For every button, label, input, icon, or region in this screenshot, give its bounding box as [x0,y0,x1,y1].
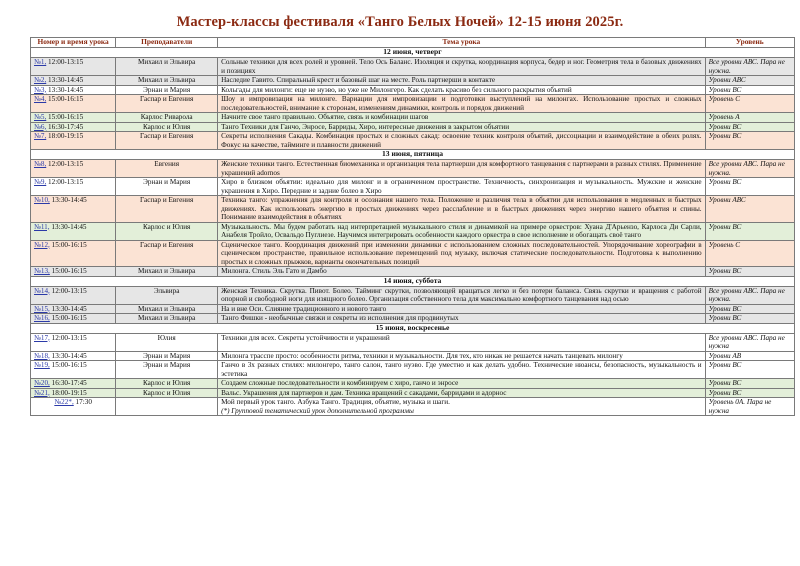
lesson-number-link[interactable]: №2, [34,76,47,84]
header-num: Номер и время урока [31,38,116,48]
topic-cell [218,286,706,304]
teachers-cell: Михаил и Эльвира [116,58,218,76]
teachers-cell: Гаспар и Евгения [116,196,218,223]
topic-cell [218,196,706,223]
lesson-number-link[interactable]: №21, [34,388,50,397]
teachers-cell: Гаспар и Евгения [116,95,218,113]
lesson-number-cell [31,132,116,150]
lesson-number-link[interactable]: №11, [34,222,50,231]
lesson-number-cell [31,314,116,324]
lesson-time: 12:00-13:15 [46,58,84,66]
lesson-number-link[interactable]: №3, [34,85,47,94]
table-row [31,85,795,95]
table-row [31,222,795,240]
teachers-cell: Гаспар и Евгения [116,132,218,150]
teachers-cell [116,398,218,416]
level-cell: Все уровни АВС. Пара не нужна. [705,286,794,304]
teachers-cell: Юлия [116,333,218,351]
header-topic: Тема урока [218,38,706,48]
lesson-number-link[interactable]: №22*, [54,398,74,406]
lesson-number-cell [31,379,116,389]
lesson-number-link[interactable]: №6, [34,122,47,131]
lesson-time: 18:00-19:15 [49,388,87,397]
lesson-number-link[interactable]: №1, [34,58,47,66]
lesson-number-link[interactable]: №4, [34,95,47,103]
table-row [31,314,795,324]
topic-cell [218,132,706,150]
teachers-cell: Карлос и Юлия [116,222,218,240]
level-cell: Все уровни АВС. Пара не нужна. [705,160,794,178]
header-teachers: Преподаватели [116,38,218,48]
lesson-time: 15:00-16:15 [49,361,87,369]
day-header-row [31,150,795,160]
table-header-row [31,38,795,48]
lesson-number-cell [31,160,116,178]
teachers-cell: Карлос и Юлия [116,379,218,389]
day-header-row [31,276,795,286]
topic-cell [218,95,706,113]
topic-text: Ганчо в 3х разных стилях: милонгеро, танго салон, танго нуэво. Где уместно и как делать удобно. Технические нюансы, безопасность, музыкальность и эстетика [221,361,702,378]
teachers-cell: Михаил и Эльвира [116,76,218,86]
topic-cell [218,122,706,132]
lesson-time: 15:00-16:15 [49,267,87,275]
teachers-cell: Эльвира [116,286,218,304]
lesson-number-cell [31,388,116,398]
topic-cell [218,113,706,123]
lesson-number-link[interactable]: №9, [34,178,47,186]
table-row [31,196,795,223]
topic-cell [218,351,706,361]
table-row [31,304,795,314]
level-cell: Уровни ВС [705,304,794,314]
topic-text: Мой первый урок танго. Азбука Танго. Традиция, объятие, музыка и шаги. [221,398,450,406]
topic-cell [218,178,706,196]
lesson-time: 13:30-14:45 [46,76,84,84]
lesson-number-link[interactable]: №7, [34,132,47,140]
table-row [31,286,795,304]
lesson-number-cell [31,196,116,223]
teachers-cell: Михаил и Эльвира [116,304,218,314]
page-title: Мастер-классы фестиваля «Танго Белых Ночей» 12-15 июня 2025г. [176,14,624,30]
lesson-time: 12:00-13:15 [46,178,84,186]
topic-cell [218,240,706,267]
topic-text: Наследие Гавито. Спиральный крест и базовый шаг на месте. Роль партнерши в контакте [221,76,496,84]
topic-cell [218,85,706,95]
topic-text: Женская Техника. Скрутка. Пивот. Болео. Тайминг скрутки, позволяющей вращаться легко и без потери баланса. Связь скрутки и вращения с работой опорной и свободной ноги для изящного болео. Организация собственного тела для максимально комфортного танцевания над осью [221,286,702,303]
teachers-cell: Эрнан и Мария [116,178,218,196]
topic-text: Милонга. Стиль Эль Гато и Дамбо [221,267,327,275]
table-row [31,333,795,351]
level-cell: Уровни ВС [705,132,794,150]
topic-text: На и вне Оси. Слияние традиционного и нового танго [221,304,387,313]
lesson-time: 13:30-14:45 [49,222,87,231]
lesson-number-cell [31,286,116,304]
lesson-time: 12:00-13:15 [46,160,84,168]
table-row [31,388,795,398]
day-label: 14 июня, суббота [31,276,795,286]
level-cell: Уровни АВС [705,76,794,86]
lesson-number-link[interactable]: №13, [34,267,50,275]
table-row [31,132,795,150]
table-row [31,113,795,123]
level-cell: Уровень 0А. Пара не нужна [705,398,794,416]
teachers-cell: Гаспар и Евгения [116,240,218,267]
table-row [31,379,795,389]
lesson-number-cell [31,361,116,379]
level-cell: Уровень А [705,113,794,123]
lesson-number-cell [31,304,116,314]
level-cell: Уровни АВ [705,351,794,361]
topic-text: Вальс. Украшения для партнеров и дам. Техника вращений с сакадами, барридами и адорнос [221,388,507,397]
table-row [31,398,795,416]
level-cell: Уровни ВС [705,314,794,324]
lesson-number-link[interactable]: №18, [34,351,50,360]
lesson-time: 18:00-19:15 [46,132,84,140]
table-row [31,267,795,277]
topic-text: Секреты исполнения Сакады. Комбинация простых и сложных сакад: освоение техник контроля объятий, диссоциации и взаимодействие в обеих ролях. Фокус на качестве, тайминге и плавности движений [221,132,702,149]
lesson-number-cell [31,58,116,76]
table-row [31,76,795,86]
lesson-time: 15:00-16:15 [49,240,87,249]
topic-text: Техники для всех. Секреты устойчивости и украшений [221,333,390,342]
teachers-cell: Карлос и Юлия [116,122,218,132]
topic-footnote: (*) Групповой тематический урок дополнительной программы [221,406,414,415]
table-row [31,122,795,132]
topic-text: Сценическое танго. Координация движений при изменении динамики с использованием сложных последовательностей. Упорядочивание хореографии в сценическом пространстве, правильное использование перемещений под музыку, включая статические последовательности. Подготовка к выполнению простых и сложных прыжков, варианты окончательных позиций [221,240,702,266]
lesson-number-cell [31,267,116,277]
topic-cell [218,76,706,86]
lesson-number-link[interactable]: №20, [34,379,50,387]
teachers-cell: Эрнан и Мария [116,85,218,95]
lesson-number-cell [31,351,116,361]
teachers-cell: Эрнан и Мария [116,351,218,361]
topic-cell [218,398,706,416]
lesson-number-cell [31,76,116,86]
topic-text: Хиро в близком объятии: идеально для милонг и в ограниченном пространстве. Техничность, синхронизация и музыкальность. Мужские и женские украшения в Хиро. Передние и задние болео в Хиро [221,178,702,195]
topic-cell [218,222,706,240]
level-cell: Все уровни АВС. Пара не нужна [705,333,794,351]
topic-text: Танго Фишки - необычные связки и секреты из исполнения для продвинутых [221,314,459,322]
lesson-number-link[interactable]: №16, [34,314,50,322]
topic-cell [218,160,706,178]
day-header-row [31,323,795,333]
level-cell: Уровни ВС [705,122,794,132]
table-row [31,178,795,196]
lesson-number-cell [31,178,116,196]
topic-text: Начните свое танго правильно. Объятие, связь и комбинации шагов [221,113,429,121]
lesson-number-cell [31,240,116,267]
lesson-number-cell [31,113,116,123]
topic-cell [218,304,706,314]
topic-text: Шоу и импровизация на милонге. Вариации для импровизации и подготовки выступлений на милонгах. Использование простых и сложных последовательностей, внимание к сторонам, изменениям динамики, контроль и порядок движений [221,95,702,112]
topic-text: Техника танго: упражнения для контроля и осознания нашего тела. Положение и различия тела в объятии для использования в медленных и быстрых движениях. Как использовать энергию в простых движениях через расслабление и в быстрых движениях через энергию нашего объятия и спины. Понимание взаимодействия в объятиях [221,196,702,221]
topic-text: Музыкальность. Мы будем работать над интерпретацией музыкального стиля и динамикой на примере оркестров: Хуана Д'Арьензо, Карлоса Ди Сарли, Анабеля Тройло, Освальдо Пуглиезе. Научимся интегрировать особенности каждого оркестра в свое исполнение и обогащать своё танго [221,222,702,239]
lesson-number-cell [31,222,116,240]
lesson-time: 15:00-16:15 [46,95,84,103]
topic-cell [218,379,706,389]
teachers-cell: Карлос и Юлия [116,388,218,398]
teachers-cell: Эрнан и Мария [116,361,218,379]
lesson-number-cell [31,95,116,113]
topic-cell [218,314,706,324]
topic-text: Сольные техники для всех ролей и уровней. Тело Ось Баланс. Изоляция и скрутка, координация корпуса, бедер и ног. Геометрия тела в базовых движениях и позициях [221,58,702,75]
topic-cell [218,267,706,277]
topic-cell [218,58,706,76]
topic-cell [218,388,706,398]
table-row [31,361,795,379]
day-header-row [31,48,795,58]
schedule-table [30,37,795,416]
lesson-time: 16:30-17:45 [49,379,87,387]
table-row [31,95,795,113]
lesson-time: 17:30 [73,398,92,406]
lesson-time: 15:00-16:15 [46,113,84,121]
topic-text: Кольгады для милонги: еще не нуэво, но уже не Милонгеро. Как сделать красиво без сильного раскрытия объятий [221,85,572,94]
table-row [31,58,795,76]
level-cell: Уровни АВС [705,196,794,223]
table-row [31,240,795,267]
level-cell: Уровень С [705,95,794,113]
level-cell: Уровень С [705,240,794,267]
level-cell: Уровни ВС [705,388,794,398]
teachers-cell: Карлос Риварола [116,113,218,123]
table-row [31,160,795,178]
level-cell: Уровни ВС [705,361,794,379]
lesson-number-link[interactable]: №17, [34,333,50,342]
topic-text: Женские техники танго. Естественная биомеханика и организация тела партнерши для комфортного танцевания с партнерами в разных стилях. Применение украшений adornos [221,160,702,177]
lesson-number-link[interactable]: №12, [34,240,50,249]
level-cell: Все уровни АВС. Пара не нужна. [705,58,794,76]
lesson-time: 16:30-17:45 [46,122,84,131]
lesson-number-cell [31,333,116,351]
teachers-cell: Евгения [116,160,218,178]
lesson-number-cell [31,398,116,416]
topic-cell [218,361,706,379]
topic-cell [218,333,706,351]
topic-text: Создаем сложные последовательности и комбинируем с хиро, ганчо и энросе [221,379,459,387]
lesson-time: 13:30-14:45 [49,304,87,313]
level-cell: Уровни ВС [705,267,794,277]
level-cell: Уровни ВС [705,222,794,240]
level-cell: Уровни ВС [705,85,794,95]
lesson-number-link[interactable]: №5, [34,113,47,121]
lesson-time: 15:00-16:15 [49,314,87,322]
header-level: Уровень [705,38,794,48]
lesson-number-cell [31,122,116,132]
day-label: 12 июня, четверг [31,48,795,58]
lesson-number-link[interactable]: №15, [34,304,50,313]
lesson-number-link[interactable]: №8, [34,160,47,168]
lesson-time: 13:30-14:45 [46,85,84,94]
teachers-cell: Михаил и Эльвира [116,267,218,277]
day-label: 13 июня, пятница [31,150,795,160]
lesson-time: 12:00-13:15 [49,333,87,342]
lesson-number-cell [31,85,116,95]
topic-text: Милонга трасспе просто: особенности ритма, техники и музыкальности. Для тех, кто никак не решается начать танцевать милонгу [221,351,623,360]
lesson-time: 13:30-14:45 [49,351,87,360]
lesson-number-link[interactable]: №19, [34,361,50,369]
teachers-cell: Михаил и Эльвира [116,314,218,324]
table-row [31,351,795,361]
level-cell: Уровни ВС [705,379,794,389]
lesson-number-link[interactable]: №10, [34,196,50,204]
topic-text: Танго Техники для Ганчо, Энросе, Барриды, Хиро, интересные движения в закрытом объятии [221,122,510,131]
lesson-number-link[interactable]: №14, [34,286,50,295]
lesson-time: 12:00-13:15 [49,286,87,295]
lesson-time: 13:30-14:45 [49,196,87,204]
level-cell: Уровни ВС [705,178,794,196]
day-label: 15 июня, воскресенье [31,323,795,333]
